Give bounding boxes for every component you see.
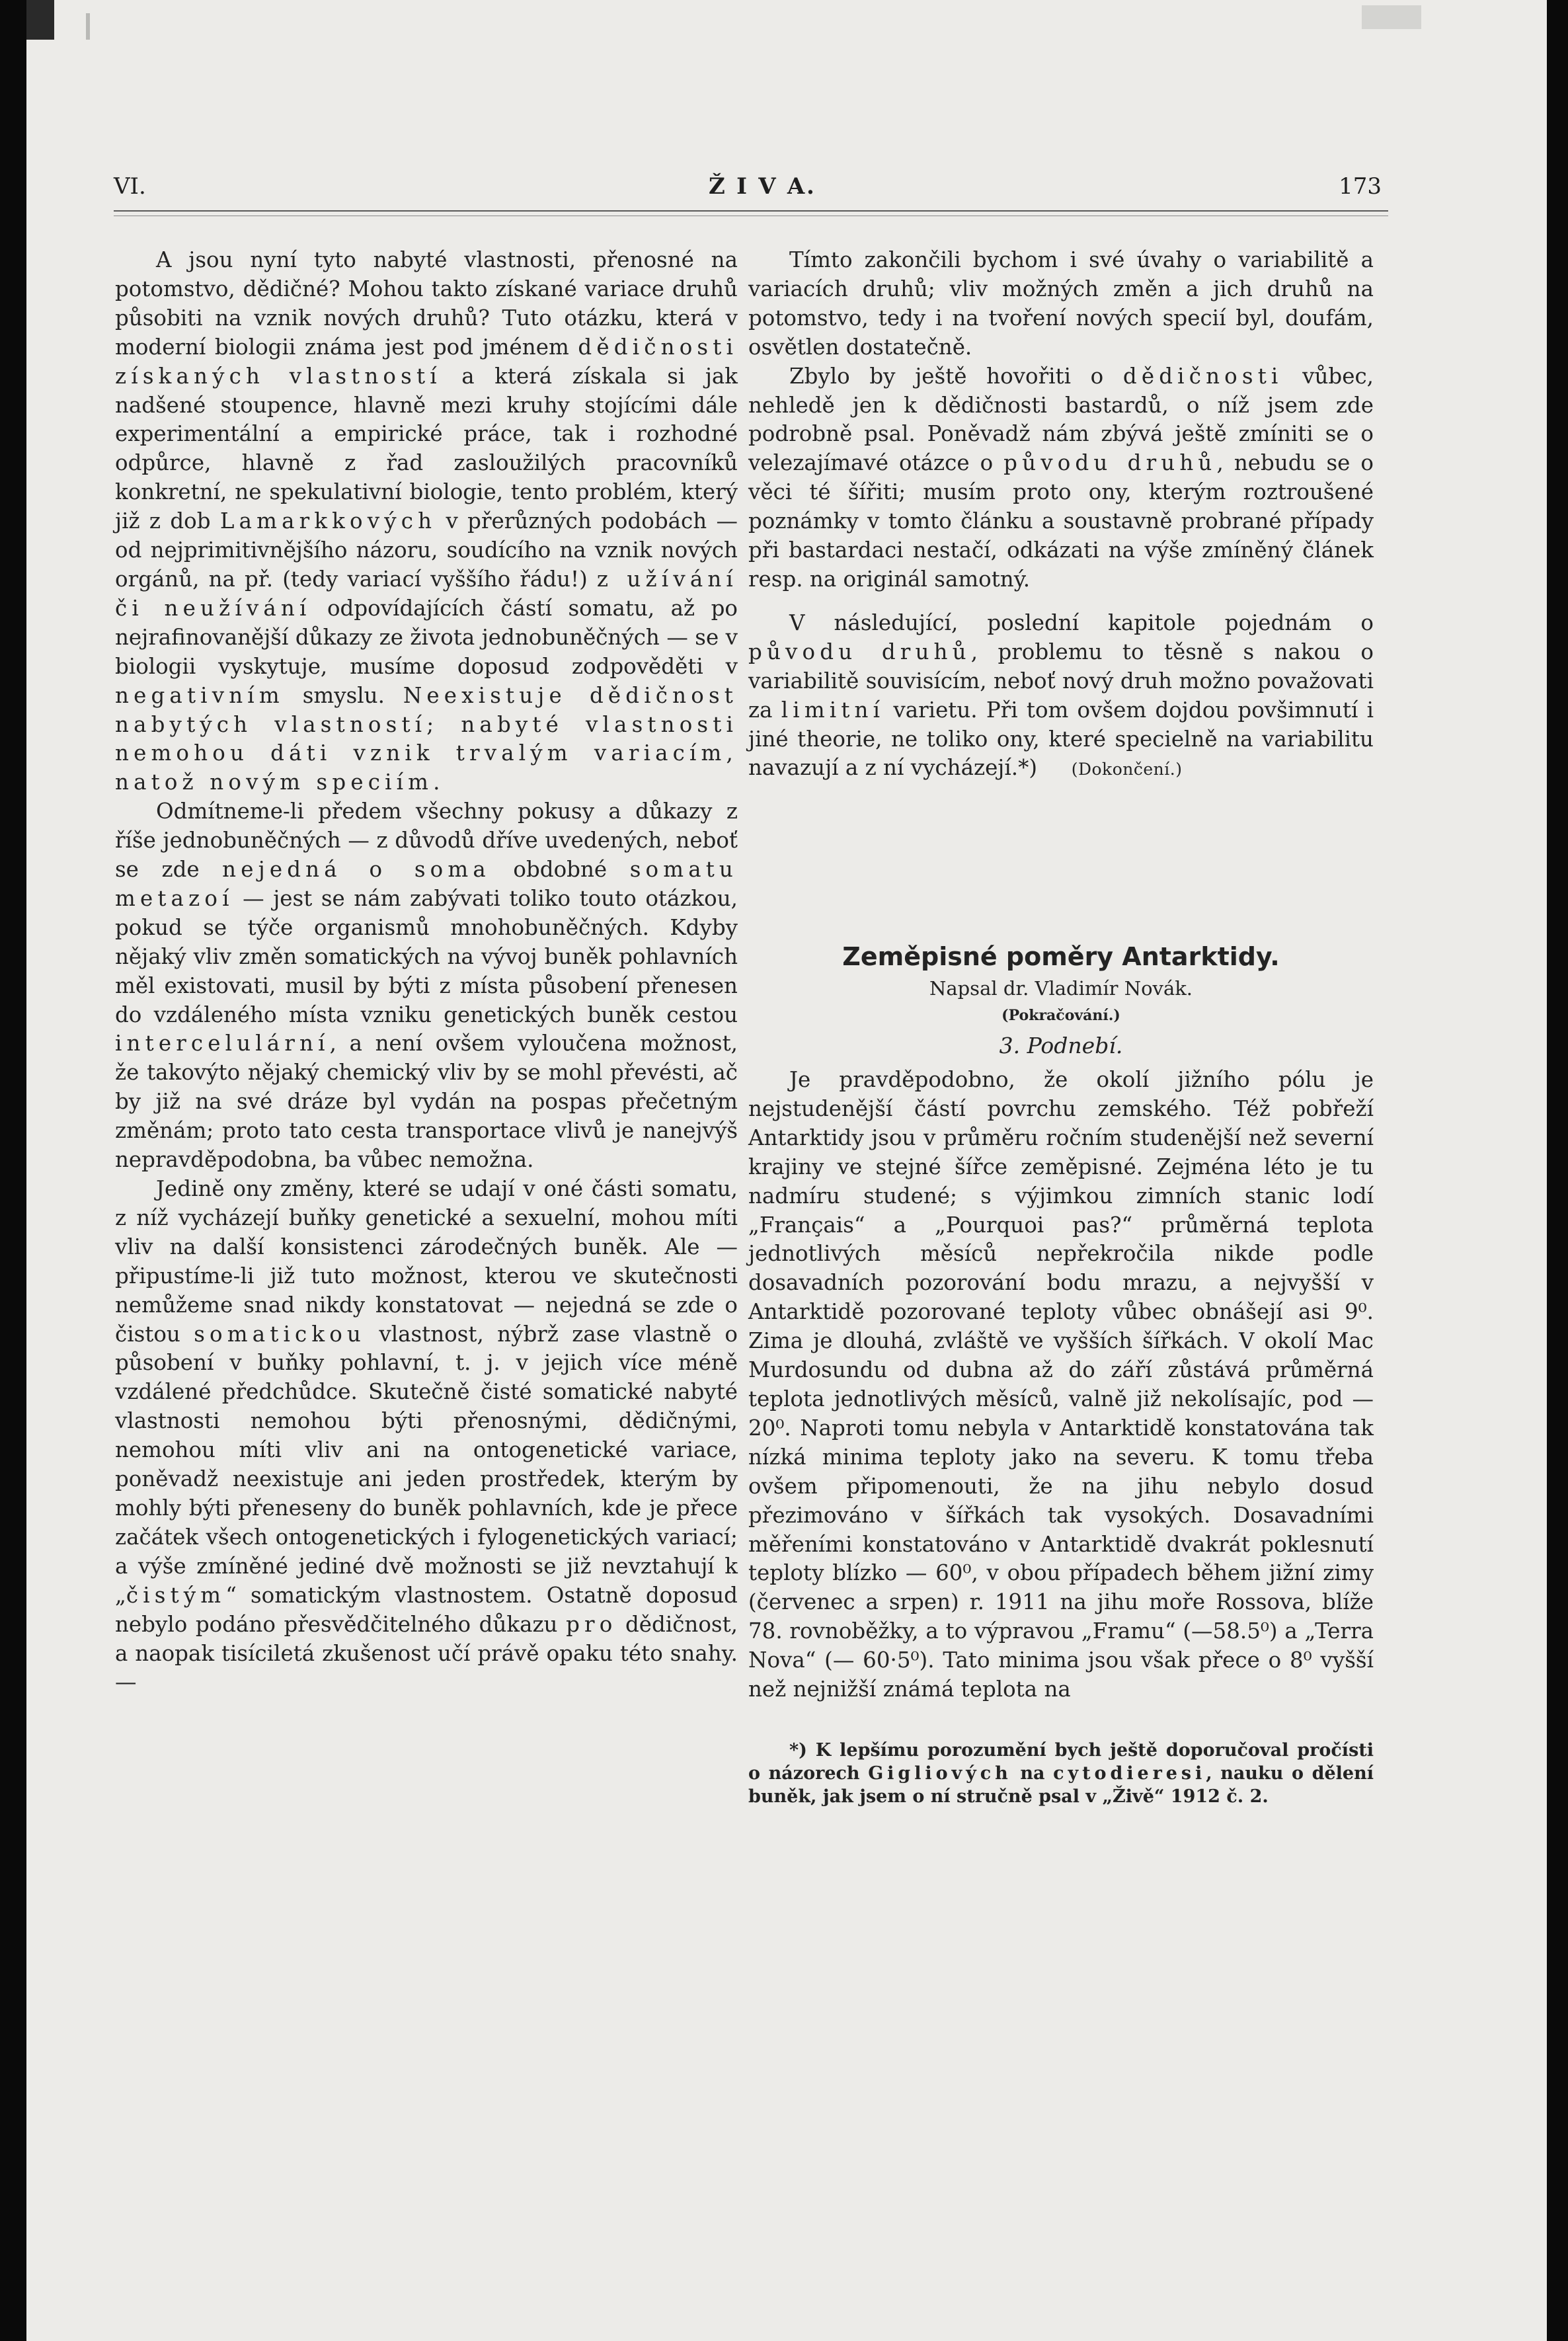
continued-note: (Pokračování.) — [1001, 1007, 1120, 1025]
page-number: 173 — [1339, 173, 1382, 200]
volume-number: VI. — [114, 173, 146, 200]
paragraph: Odmítneme-li předem všechny pokusy a důkazy z říše jednobuněčných — z důvodů dříve uvedených, neboť se zde nejedná o soma obdobné somatu metazoí — jest se nám zabývati toliko touto otázkou, pokud se týče organismů mnohobuněčných. Kdyby nějaký vliv změn somatických na vývoj buněk pohlavních měl existovati, musil by býti z místa působení přenesen do vzdáleného místa vzniku genetických buněk cestou intercelulární, a není ovšem vyloučena možnost, že takovýto nějaký chemický vliv by se mohl převésti, ač by již na své dráze byl vydán na pospas přečetným změnám; proto tato cesta transportace vlivů je nanejvýš nepravděpodobna, ba vůbec nemožna. — [115, 799, 738, 1173]
section-heading: 3. Podnebí. — [999, 1033, 1123, 1059]
scan-speck — [86, 13, 90, 40]
paragraph: Zbylo by ještě hovořiti o dědičnosti vůbec, nehledě jen k dědičnosti bastardů, o níž jsem zde podrobně psal. Poněvadž nám zbývá ještě zmíniti se o velezajímavé otázce o původu druhů, nebudu se o věci té šířiti; musím proto ony, kterým roztroušené poznámky v tomto článku a soustavně probrané případy při bastardaci nestačí, odkázati na výše zmíněný článek resp. na originál samotný. — [748, 363, 1374, 592]
paragraph: Jedině ony změny, které se udají v oné části somatu, z níž vycházejí buňky genetické a sexuelní, mohou míti vliv na další konsistenci zárodečných buněk. Ale — připustíme-li již tuto možnost, kterou ve skutečnosti nemůžeme snad nikdy konstatovat — nejedná se zde o čistou somatickou vlastnost, nýbrž zase vlastně o působení v buňky pohlavní, t. j. v jejich více méně vzdálené předchůdce. Skutečně čisté somatické nabyté vlastnosti nemohou býti přenosnými, dědičnými, nemohou míti vliv ani na ontogenetické variace, poněvadž neexistuje ani jeden prostředek, kterým by mohly býti přeneseny do buněk pohlavních, kde je přece začátek všech ontogenetických i fylogenetických variací; a výše zmíněné jediné dvě možnosti se již nevztahují k „čistým“ somatickým vlastnostem. Ostatně doposud nebylo podáno přesvědčitelného důkazu pro dědičnost, a naopak tisíciletá zkušenost učí právě opaku této snahy. — — [115, 1176, 738, 1695]
scan-edge — [26, 0, 54, 40]
scan-speck — [1362, 5, 1421, 29]
footnote: *) K lepšímu porozumění bych ještě doporučoval pročísti o názorech Gigliových na cytodieresi, nauku o dělení buněk, jak jsem o ní stručně psal v „Živě“ 1912 č. 2. — [748, 1739, 1374, 1807]
journal-title: Ž I V A. — [709, 173, 816, 200]
page — [26, 0, 1547, 2341]
article-byline: Napsal dr. Vladimír Novák. — [929, 977, 1193, 1000]
header-rule — [114, 210, 1388, 212]
paragraph: Je pravděpodobno, že okolí jižního pólu je nejstudenější částí povrchu zemského. Též pobřeží Antarktidy jsou v průměru ročním studenější než severní krajiny ve stejné šířce zeměpisné. Zejména léto je tu nadmíru studené; s výjimkou zimních stanic lodí „Français“ a „Pourquoi pas?“ průměrná teplota jednotlivých měsíců nepřekročila nikde podle dosavadních pozorování bodu mrazu, a nejvyšší v Antarktidě pozorované teploty vůbec obnášejí asi 9⁰. Zima je dlouhá, zvláště ve vyšších šířkách. V okolí Mac Murdosundu od dubna až do září zůstává průměrná teplota jednotlivých měsíců, valně již nekolísajíc, pod —20⁰. Naproti tomu nebyla v Antarktidě konstatována tak nízká minima teploty jako na severu. K tomu třeba ovšem připomenouti, že na jihu nebylo dosud přezimováno v šířkách tak vysokých. Dosavadními měřeními konstatováno v Antarktidě dvakrát poklesnutí teploty blízko — 60⁰, v obou případech během jižní zimy (červenec a srpen) r. 1911 na jihu moře Rossova, blíže 78. rovnoběžky, a to výpravou „Framu“ (—58.5⁰) a „Terra Nova“ (— 60·5⁰). Tato minima jsou však přece o 8⁰ vyšší než nejnižší známá teplota na — [748, 1067, 1374, 1702]
article-title: Zeměpisné poměry Antarktidy. — [842, 942, 1280, 972]
paragraph: V následující, poslední kapitole pojednám o původu druhů, problemu to těsně s nakou o variabilitě souvisícím, neboť nový druh možno považovati za limitní varietu. Při tom ovšem dojdou povšimnutí i jiné theorie, ne toliko ony, které specielně na variabilitu navazují a z ní vycházejí.*) (Dokončení.) — [748, 610, 1374, 781]
running-header — [114, 173, 1388, 205]
to-be-concluded: (Dokončení.) — [1071, 760, 1183, 779]
right-column — [748, 246, 1374, 1808]
left-column — [115, 246, 738, 1697]
paragraph: A jsou nyní tyto nabyté vlastnosti, přenosné na potomstvo, dědičné? Mohou takto získané variace druhů působiti na vznik nových druhů? Tuto otázku, která v moderní biologii známa jest pod jménem dědičnosti získaných vlastností a která získala si jak nadšené stoupence, hlavně mezi kruhy stojícími dále experimentální a empirické práce, tak i rozhodné odpůrce, hlavně z řad zasloužilých pracovníků konkretní, ne spekulativní biologie, tento problém, který již z dob Lamarkkových v přerůzných podobách — od nejprimitivnějšího názoru, soudícího na vznik nových orgánů, na př. (tedy variací vyššího řádu!) z užívání či neužívání odpovídajících částí somatu, až po nejrafinovanější důkazy ze života jednobuněčných — se v biologii vyskytuje, musíme doposud zodpověděti v negativním smyslu. Neexistuje dědičnost nabytých vlastností; nabyté vlastnosti nemohou dáti vznik trvalým variacím, natož novým speciím. — [115, 247, 738, 795]
paragraph: Tímto zakončili bychom i své úvahy o variabilitě a variacích druhů; vliv možných změn a jich druhů na potomstvo, tedy i na tvoření nových specií byl, doufám, osvětlen dostatečně. — [748, 247, 1374, 360]
